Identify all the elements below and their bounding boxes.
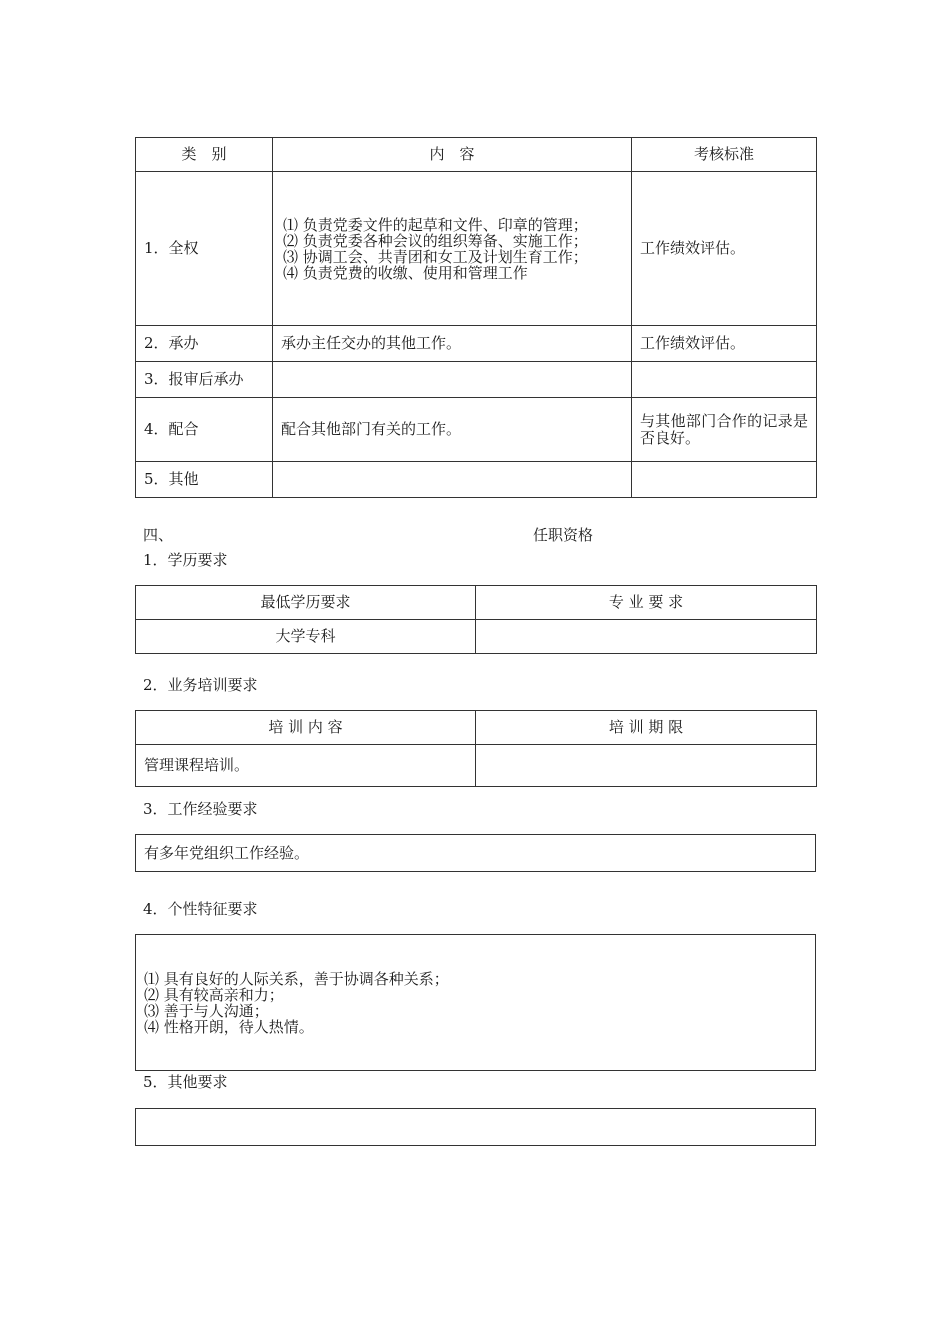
other-heading: 5．其他要求 xyxy=(143,1073,228,1091)
row-standard: 工作绩效评估。 xyxy=(632,326,817,362)
education-heading: 1．学历要求 xyxy=(143,551,228,569)
table-row xyxy=(136,745,817,787)
training-table xyxy=(135,710,817,787)
row-content xyxy=(273,362,632,398)
header-content: 内 容 xyxy=(273,138,632,172)
min-education-value: 大学专科 xyxy=(136,620,476,654)
list-item: ⑵ 负责党委各种会议的组织筹备、实施工作； xyxy=(283,231,588,250)
training-heading: 2．业务培训要求 xyxy=(143,676,258,694)
training-header-row xyxy=(136,711,817,745)
row-category: 3．报审后承办 xyxy=(136,362,273,398)
list-item: ⑶ 善于与人沟通； xyxy=(144,1001,269,1020)
header-min-education: 最低学历要求 xyxy=(136,586,476,620)
row-category: 4．配合 xyxy=(136,398,273,462)
personality-heading: 4．个性特征要求 xyxy=(143,900,258,918)
list-item: ⑷ 负责党费的收缴、使用和管理工作 xyxy=(283,263,528,282)
major-value xyxy=(476,620,817,654)
row-category: 5．其他 xyxy=(136,462,273,498)
training-period-value xyxy=(476,745,817,787)
row-standard xyxy=(632,462,817,498)
table-row xyxy=(136,398,817,462)
header-major: 专 业 要 求 xyxy=(476,586,817,620)
row-content: 配合其他部门有关的工作。 xyxy=(273,398,632,462)
row-category: 2．承办 xyxy=(136,326,273,362)
section-number: 四、 xyxy=(143,526,174,544)
personality-box xyxy=(135,934,816,1071)
list-item: ⑴ 负责党委文件的起草和文件、印章的管理； xyxy=(283,215,588,234)
row-standard xyxy=(632,362,817,398)
experience-heading: 3．工作经验要求 xyxy=(143,800,258,818)
education-table-wrapper xyxy=(135,585,816,654)
experience-text: 有多年党组织工作经验。 xyxy=(144,843,310,862)
row-content xyxy=(273,462,632,498)
header-training-content: 培 训 内 容 xyxy=(136,711,476,745)
table-row xyxy=(136,326,817,362)
education-header-row xyxy=(136,586,817,620)
table-row xyxy=(136,620,817,654)
section-title: 任职资格 xyxy=(533,526,594,544)
table-row xyxy=(136,172,817,326)
duties-table xyxy=(135,137,817,498)
row-standard: 与其他部门合作的记录是否良好。 xyxy=(632,398,817,462)
list-item: ⑶ 协调工会、共青团和女工及计划生育工作； xyxy=(283,247,588,266)
education-table xyxy=(135,585,817,654)
duties-table-wrapper xyxy=(135,137,816,498)
duties-header-row xyxy=(136,138,817,172)
training-content-value: 管理课程培训。 xyxy=(136,745,476,787)
header-category: 类 别 xyxy=(136,138,273,172)
personality-list xyxy=(136,971,457,1035)
other-box xyxy=(135,1108,816,1146)
row-standard: 工作绩效评估。 xyxy=(632,172,817,326)
table-row xyxy=(136,362,817,398)
table-row xyxy=(136,462,817,498)
training-table-wrapper xyxy=(135,710,816,787)
list-item: ⑵ 具有较高亲和力； xyxy=(144,985,284,1004)
experience-box xyxy=(135,834,816,872)
list-item: ⑴ 具有良好的人际关系，善于协调各种关系； xyxy=(144,969,449,988)
row-content xyxy=(273,172,632,326)
row-category: 1．全权 xyxy=(136,172,273,326)
header-training-period: 培 训 期 限 xyxy=(476,711,817,745)
row-content: 承办主任交办的其他工作。 xyxy=(273,326,632,362)
header-standard: 考核标准 xyxy=(632,138,817,172)
list-item: ⑷ 性格开朗，待人热情。 xyxy=(144,1017,314,1036)
